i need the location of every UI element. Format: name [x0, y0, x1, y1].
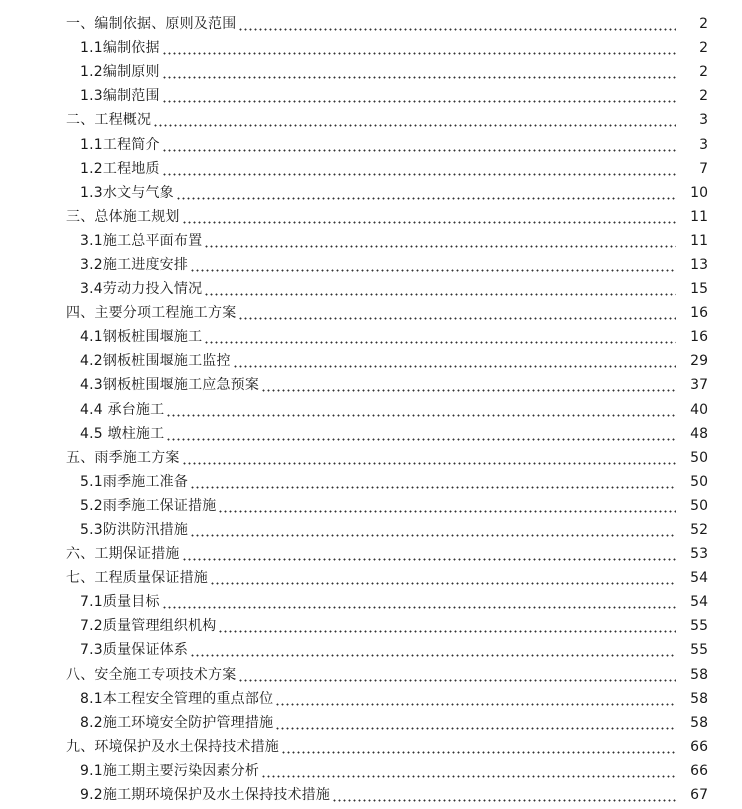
toc-dot-leader: [233, 349, 676, 373]
toc-entry-title: 1.2工程地质: [80, 160, 160, 177]
toc-page-number: 16: [690, 329, 708, 346]
toc-dot-leader: [204, 325, 676, 349]
toc-chapter-entry[interactable]: [0, 663, 742, 687]
toc-chapter-entry[interactable]: [0, 301, 742, 325]
toc-dot-leader: [332, 783, 676, 807]
toc-dot-leader: [182, 542, 676, 566]
toc-section-entry[interactable]: [0, 518, 742, 542]
toc-chapter-entry[interactable]: [0, 108, 742, 132]
toc-section-entry[interactable]: [0, 36, 742, 60]
toc-entry-title: 4.3钢板桩围堰施工应急预案: [80, 377, 260, 394]
toc-section-entry[interactable]: [0, 590, 742, 614]
toc-page-number: 50: [690, 497, 708, 514]
toc-dot-leader: [218, 614, 676, 638]
toc-dot-leader: [238, 301, 676, 325]
toc-entry-title: 5.1雨季施工准备: [80, 473, 189, 490]
toc-page-number: 50: [690, 473, 708, 490]
toc-dot-leader: [190, 253, 676, 277]
toc-dot-leader: [238, 12, 676, 36]
toc-entry-title: 7.1质量目标: [80, 594, 160, 611]
toc-page-number: 54: [690, 570, 708, 587]
toc-entry-title: 1.1编制依据: [80, 40, 160, 57]
toc-page-number: 11: [690, 232, 708, 249]
toc-section-entry[interactable]: [0, 711, 742, 735]
toc-entry-title: 五、雨季施工方案: [66, 449, 180, 466]
toc-dot-leader: [166, 422, 676, 446]
toc-page-number: 55: [690, 618, 708, 635]
toc-entry-title: 8.2施工环境安全防护管理措施: [80, 714, 274, 731]
toc-dot-leader: [210, 566, 676, 590]
toc-page-number: 53: [690, 546, 708, 563]
toc-page-number: 37: [690, 377, 708, 394]
toc-page-number: 50: [690, 449, 708, 466]
toc-page-number: 2: [699, 88, 708, 105]
toc-section-entry[interactable]: [0, 84, 742, 108]
toc-page-number: 58: [690, 666, 708, 683]
toc-section-entry[interactable]: [0, 325, 742, 349]
toc-chapter-entry[interactable]: [0, 566, 742, 590]
toc-chapter-entry[interactable]: [0, 542, 742, 566]
toc-section-entry[interactable]: [0, 277, 742, 301]
toc-page-number: 2: [699, 16, 708, 33]
toc-section-entry[interactable]: [0, 398, 742, 422]
toc-entry-title: 5.3防洪防汛措施: [80, 522, 189, 539]
toc-dot-leader: [190, 470, 676, 494]
toc-page-number: 15: [690, 281, 708, 298]
toc-chapter-entry[interactable]: [0, 735, 742, 759]
toc-dot-leader: [261, 759, 676, 783]
toc-dot-leader: [162, 133, 676, 157]
toc-entry-title: 4.4 承台施工: [80, 401, 165, 418]
toc-entry-title: 三、总体施工规划: [66, 208, 180, 225]
toc-dot-leader: [275, 711, 676, 735]
toc-section-entry[interactable]: [0, 373, 742, 397]
toc-dot-leader: [162, 157, 676, 181]
toc-section-entry[interactable]: [0, 349, 742, 373]
toc-page-number: 66: [690, 738, 708, 755]
toc-page-number: 2: [699, 64, 708, 81]
toc-page-number: 55: [690, 642, 708, 659]
toc-section-entry[interactable]: [0, 470, 742, 494]
toc-entry-title: 4.2钢板桩围堰施工监控: [80, 353, 231, 370]
toc-entry-title: 9.2施工期环境保护及水土保持技术措施: [80, 787, 331, 804]
toc-dot-leader: [281, 735, 676, 759]
toc-page-number: 10: [690, 184, 708, 201]
toc-section-entry[interactable]: [0, 132, 742, 156]
toc-section-entry[interactable]: [0, 253, 742, 277]
toc-entry-title: 1.2编制原则: [80, 64, 160, 81]
toc-entry-title: 3.4劳动力投入情况: [80, 281, 203, 298]
toc-dot-leader: [182, 205, 676, 229]
toc-entry-title: 1.3水文与气象: [80, 184, 174, 201]
toc-page-number: 11: [690, 208, 708, 225]
toc-dot-leader: [190, 638, 676, 662]
toc-section-entry[interactable]: [0, 181, 742, 205]
toc-entry-title: 九、环境保护及水土保持技术措施: [66, 738, 279, 755]
toc-page-number: 3: [699, 136, 708, 153]
toc-section-entry[interactable]: [0, 638, 742, 662]
toc-page-number: 66: [690, 762, 708, 779]
toc-dot-leader: [238, 663, 676, 687]
toc-section-entry[interactable]: [0, 614, 742, 638]
toc-dot-leader: [218, 494, 676, 518]
toc-dot-leader: [275, 687, 676, 711]
toc-page-number: 52: [690, 522, 708, 539]
toc-page-number: 54: [690, 594, 708, 611]
toc-dot-leader: [153, 108, 676, 132]
toc-section-entry[interactable]: [0, 60, 742, 84]
toc-dot-leader: [162, 60, 676, 84]
toc-dot-leader: [190, 518, 676, 542]
toc-page-number: 58: [690, 690, 708, 707]
toc-page-number: 2: [699, 40, 708, 57]
toc-entry-title: 9.1施工期主要污染因素分析: [80, 762, 260, 779]
toc-entry-title: 7.3质量保证体系: [80, 642, 189, 659]
toc-entry-title: 7.2质量管理组织机构: [80, 618, 217, 635]
toc-dot-leader: [204, 229, 676, 253]
toc-page-number: 48: [690, 425, 708, 442]
toc-entry-title: 二、工程概况: [66, 112, 152, 129]
toc-dot-leader: [261, 373, 676, 397]
toc-chapter-entry[interactable]: [0, 12, 742, 36]
toc-section-entry[interactable]: [0, 422, 742, 446]
toc-section-entry[interactable]: [0, 494, 742, 518]
toc-dot-leader: [204, 277, 676, 301]
toc-section-entry[interactable]: [0, 157, 742, 181]
toc-dot-leader: [166, 398, 676, 422]
toc-chapter-entry[interactable]: [0, 446, 742, 470]
toc-page-number: 40: [690, 401, 708, 418]
toc-section-entry[interactable]: [0, 229, 742, 253]
toc-dot-leader: [162, 590, 676, 614]
toc-section-entry[interactable]: [0, 759, 742, 783]
toc-entry-title: 5.2雨季施工保证措施: [80, 497, 217, 514]
toc-page-number: 67: [690, 787, 708, 804]
toc-chapter-entry[interactable]: [0, 205, 742, 229]
toc-entry-title: 八、安全施工专项技术方案: [66, 666, 237, 683]
toc-entry-title: 1.1工程简介: [80, 136, 160, 153]
toc-page-number: 13: [690, 256, 708, 273]
toc-dot-leader: [162, 36, 676, 60]
toc-entry-title: 4.1钢板桩围堰施工: [80, 329, 203, 346]
toc-dot-leader: [182, 446, 676, 470]
toc-page-number: 58: [690, 714, 708, 731]
toc-entry-title: 8.1本工程安全管理的重点部位: [80, 690, 274, 707]
toc-entry-title: 七、工程质量保证措施: [66, 570, 208, 587]
toc-entry-title: 1.3编制范围: [80, 88, 160, 105]
toc-entry-title: 四、主要分项工程施工方案: [66, 305, 237, 322]
toc-page-number: 29: [690, 353, 708, 370]
toc-page-number: 3: [699, 112, 708, 129]
toc-dot-leader: [162, 84, 676, 108]
toc-page-number: 16: [690, 305, 708, 322]
toc-entry-title: 一、编制依据、原则及范围: [66, 16, 237, 33]
toc-dot-leader: [176, 181, 676, 205]
toc-entry-title: 3.1施工总平面布置: [80, 232, 203, 249]
toc-entry-title: 3.2施工进度安排: [80, 256, 189, 273]
toc-entry-title: 4.5 墩柱施工: [80, 425, 165, 442]
toc-section-entry[interactable]: [0, 687, 742, 711]
table-of-contents: [0, 12, 742, 807]
toc-section-entry[interactable]: [0, 783, 742, 807]
toc-page-number: 7: [699, 160, 708, 177]
toc-entry-title: 六、工期保证措施: [66, 546, 180, 563]
